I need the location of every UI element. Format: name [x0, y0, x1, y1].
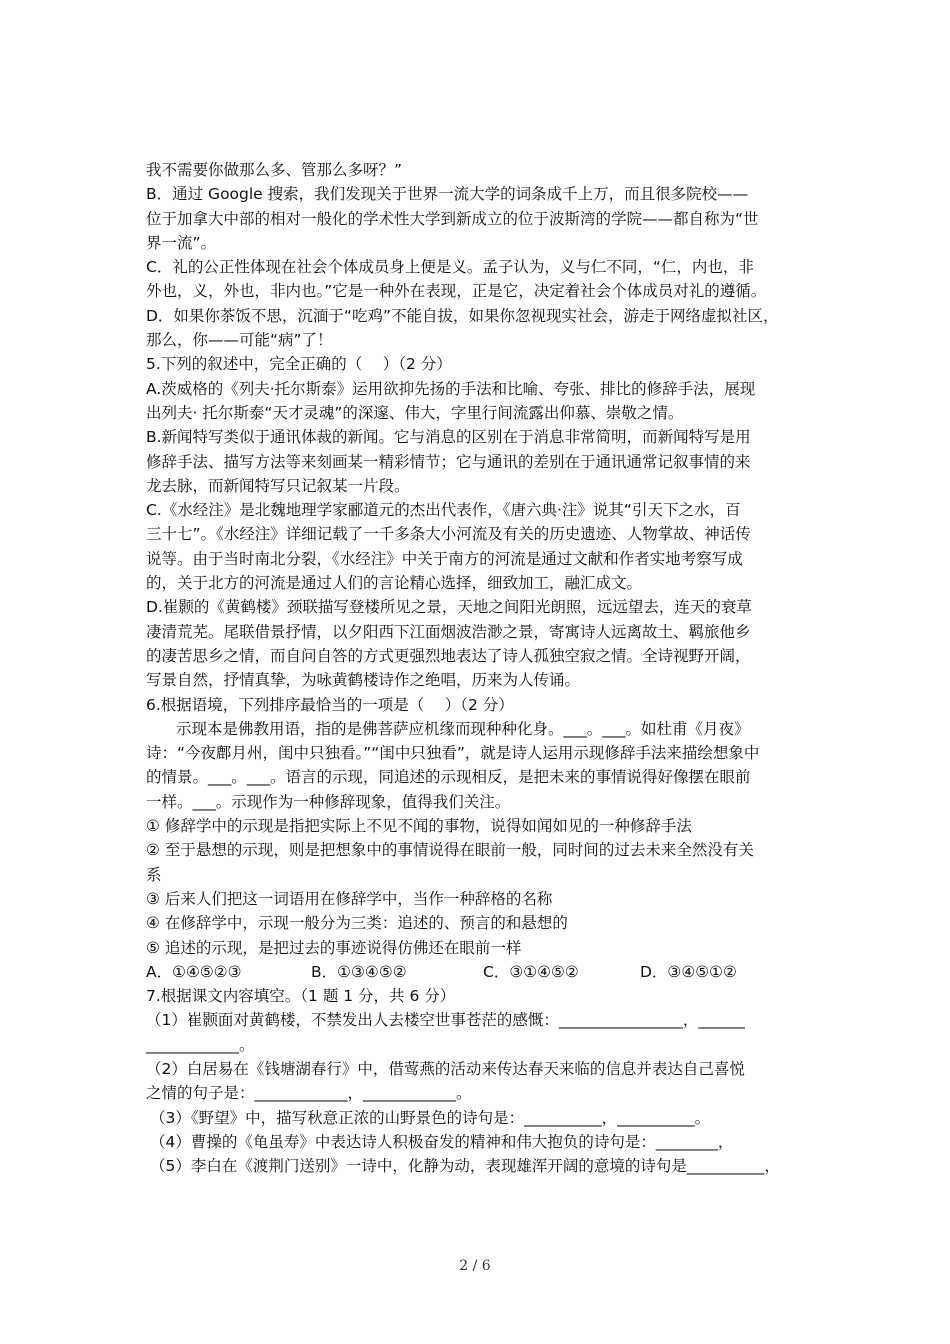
text-line: ③ 后来人们把这一词语用在修辞学中，当作一种辞格的名称	[146, 889, 553, 908]
text-line: 我不需要你做那么多、管那么多呀？”	[146, 161, 403, 179]
text-line: 出列夫· 托尔斯泰“天才灵魂”的深邃、伟大，字里行间流露出仰慕、崇敬之情。	[146, 403, 684, 422]
text-line: 的，关于北方的河流是通过人们的言论精心选择，细致加工，融汇成文。	[146, 574, 643, 593]
text-line: 界一流”。	[146, 233, 217, 252]
text-line: （5）李白在《渡荆门送别》一诗中，化静为动，表现雄浑开阔的意境的诗句是__________，	[150, 1157, 780, 1176]
text-line: （4）曹操的《龟虽寿》中表达诗人积极奋发的精神和伟大抱负的诗句是：________，	[150, 1132, 734, 1151]
option-d: D．③④⑤①②	[640, 962, 737, 981]
text-line: （3）《野望》中，描写秋意正浓的山野景色的诗句是：__________，__________。	[150, 1108, 711, 1127]
text-line: （1）崔颢面对黄鹤楼，不禁发出人去楼空世事苍茫的感慨：________________，______	[146, 1011, 745, 1030]
document-body	[146, 158, 816, 1178]
text-line: 三十七”。《水经注》详细记载了一千多条大小河流及有关的历史遗迹、人物掌故、神话传	[146, 525, 751, 544]
text-line: ② 至于悬想的示现，则是把想象中的事情说得在眼前一般，同时间的过去未来全然没有关	[146, 841, 754, 860]
text-line: B.新闻特写类似于通讯体裁的新闻。它与消息的区别在于消息非常简明，而新闻特写是用	[146, 428, 751, 447]
text-line: 位于加拿大中部的相对一般化的学术性大学到新成立的位于波斯湾的学院——都自称为“世	[146, 209, 759, 228]
text-line: （2）白居易在《钱塘湖春行》中，借莺燕的活动来传达春天来临的信息并表达自己喜悦	[146, 1059, 745, 1078]
text-line: 修辞手法、描写方法等来刻画某一精彩情节；它与通讯的差别在于通讯通常记叙事情的来	[146, 452, 751, 471]
answer-options	[146, 960, 816, 984]
page-number: 2 / 6	[459, 1258, 491, 1274]
text-line: 的凄苦思乡之情，而自问自答的方式更强烈地表达了诗人孤独空寂之情。全诗视野开阔，	[146, 646, 751, 665]
text-line: 凄清荒芜。尾联借景抒情，以夕阳西下江面烟波浩渺之景，寄寓诗人远离故土、羁旅他乡	[146, 622, 751, 641]
text-line: 之情的句子是：____________，____________。	[146, 1084, 472, 1103]
text-line: D．如果你茶饭不思，沉湎于“吃鸡”不能自拔，如果你忽视现实社会，游走于网络虚拟社区，	[146, 306, 779, 325]
text-line: 一样。___。示现作为一种修辞现象，值得我们关注。	[146, 792, 511, 811]
text-line: 外也，义，外也，非内也。”它是一种外在表现，正是它，决定着社会个体成员对礼的遵循。	[146, 282, 767, 301]
text-line: 龙去脉，而新闻特写只记叙某一片段。	[146, 476, 410, 495]
question-5-title: 5.下列的叙述中，完全正确的（ ）（2 分）	[146, 355, 452, 374]
question-7-title: 7.根据课文内容填空。（1 题 1 分，共 6 分）	[146, 987, 456, 1006]
text-line: D.崔颢的《黄鹤楼》颈联描写登楼所见之景，天地之间阳光朗照，远远望去，连天的衰草	[146, 598, 752, 617]
text-line: 系	[146, 865, 162, 884]
text-line: B．通过 Google 搜索，我们发现关于世界一流大学的词条成千上万，而且很多院校——	[146, 185, 749, 204]
text-line: 那么，你——可能“病”了！	[146, 331, 333, 350]
text-line: C．礼的公正性体现在社会个体成员身上便是义。孟子认为，义与仁不同，“仁，内也，非	[146, 258, 754, 277]
text-line: 诗：“今夜鄜月州，闺中只独看。”“闺中只独看”，就是诗人运用示现修辞手法来描绘想象中	[146, 744, 760, 763]
text-line: ④ 在修辞学中，示现一般分为三类：追述的、预言的和悬想的	[146, 914, 568, 933]
text-line: C.《水经注》是北魏地理学家郦道元的杰出代表作，《唐六典·注》说其“引天下之水，百	[146, 501, 741, 520]
text-line: ① 修辞学中的示现是指把实际上不见不闻的事物，说得如闻如见的一种修辞手法	[146, 817, 692, 836]
text-line: 说等。由于当时南北分裂，《水经注》中关于南方的河流是通过文献和作者实地考察写成	[146, 549, 743, 568]
text-line: 示现本是佛教用语，指的是佛菩萨应机缘而现种种化身。___。___。如杜甫《月夜》	[176, 719, 750, 738]
option-c: C．③①④⑤②	[483, 962, 579, 981]
option-b: B．①③④⑤②	[311, 962, 407, 981]
text-line: ⑤ 追述的示现，是把过去的事迹说得仿佛还在眼前一样	[146, 938, 522, 957]
question-6-title: 6.根据语境，下列排序最恰当的一项是（ ）（2 分）	[146, 695, 514, 714]
text-line: A.茨威格的《列夫·托尔斯泰》运用欲抑先扬的手法和比喻、夸张、排比的修辞手法，展现	[146, 379, 756, 398]
option-a: A．①④⑤②③	[146, 962, 242, 981]
text-line: ____________。	[146, 1035, 255, 1054]
text-line: 写景自然，抒情真挚，为咏黄鹤楼诗作之绝唱，历来为人传诵。	[146, 671, 581, 690]
text-line: 的情景。___。___。语言的示现，同追述的示现相反，是把未来的事情说得好像摆在眼前	[146, 768, 751, 787]
